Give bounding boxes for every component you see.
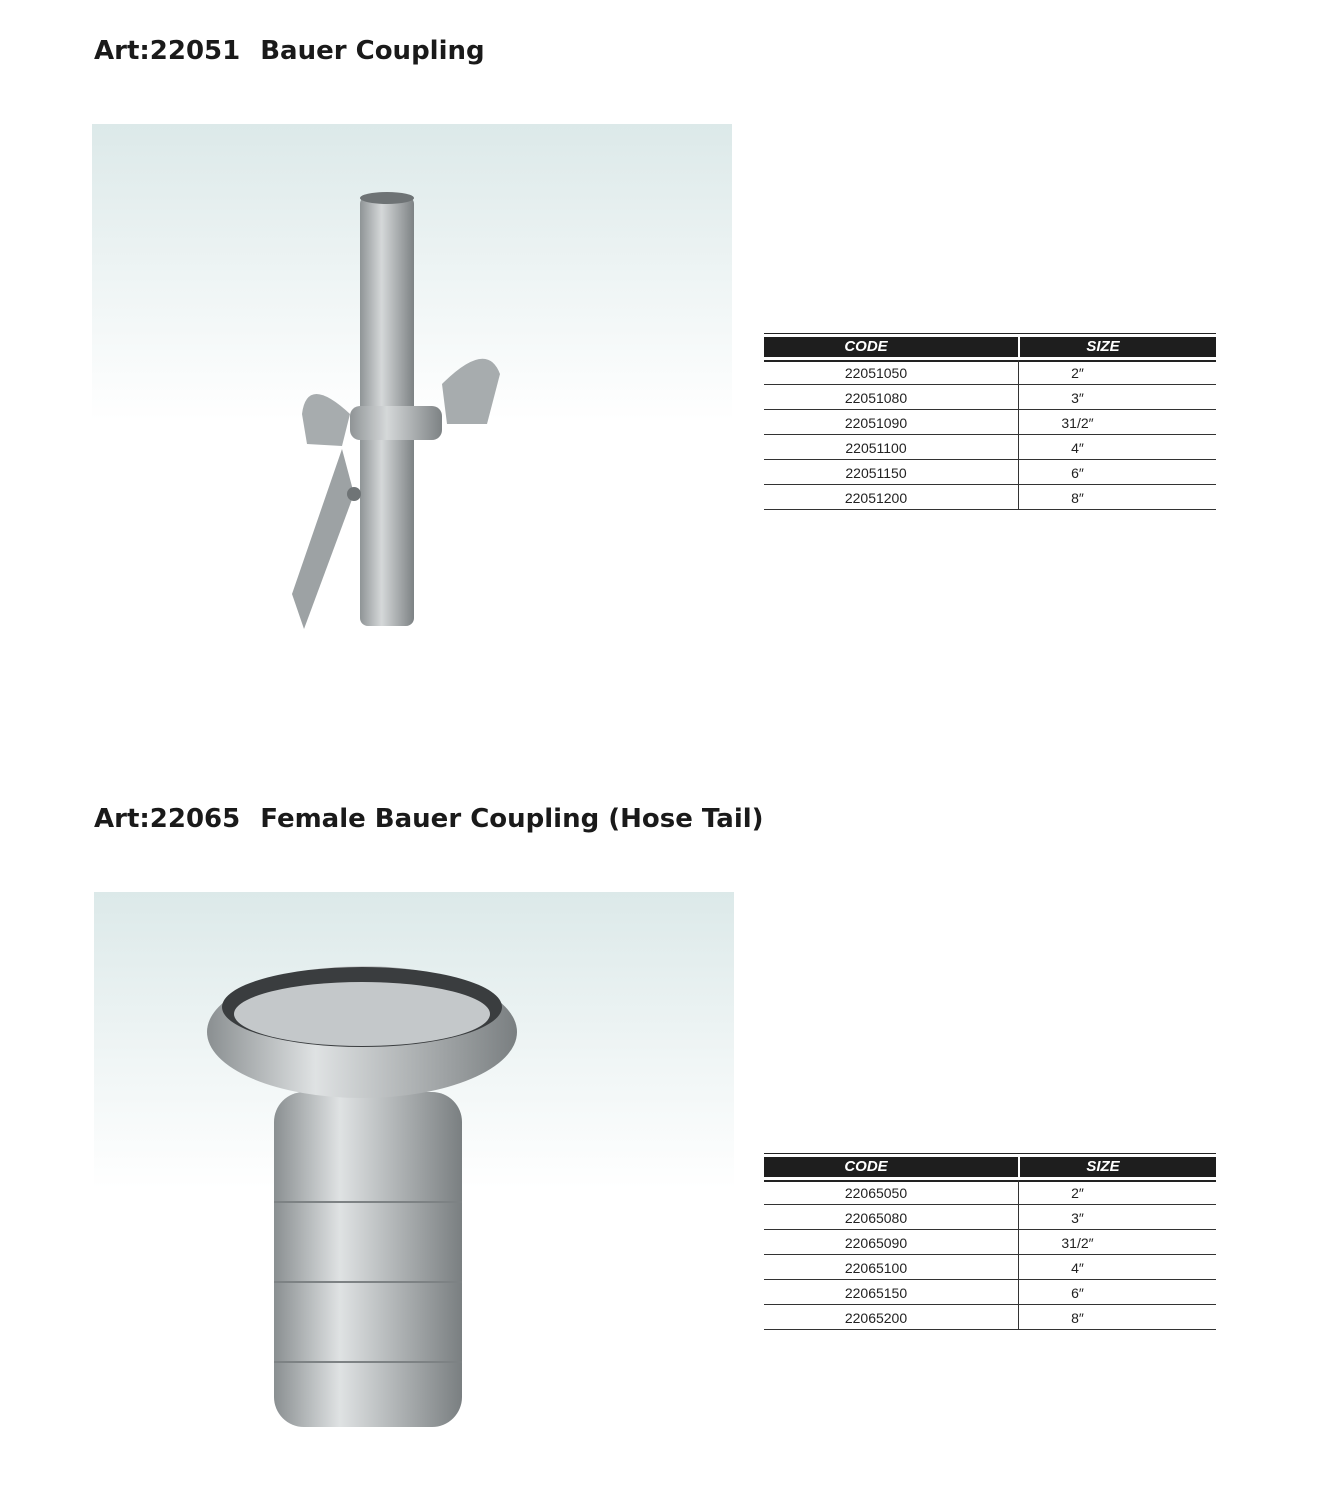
table-row [764, 1255, 1216, 1280]
table-row [764, 385, 1216, 410]
code-cell: 22051200 [844, 490, 908, 506]
section-title-22051 [94, 36, 505, 66]
code-cell: 22051150 [845, 465, 907, 481]
code-cell: 22065150 [844, 1285, 908, 1301]
product-name: Bauer Coupling [260, 36, 485, 66]
bauer-coupling-photo [92, 124, 732, 664]
size-cell: 6″ [1018, 1280, 1216, 1304]
table-row [764, 485, 1216, 510]
code-cell: 22051050 [844, 365, 908, 381]
code-cell: 22065080 [844, 1210, 908, 1226]
column-header: SIZE [1018, 337, 1216, 357]
size-cell: 31/2″ [1018, 1230, 1216, 1254]
code-cell: 22065050 [844, 1185, 908, 1201]
code-cell: 22051080 [844, 390, 908, 406]
column-header: SIZE [1018, 1157, 1216, 1177]
table-header [764, 337, 1216, 360]
code-cell: 22065200 [844, 1310, 908, 1326]
column-header: CODE [844, 1158, 888, 1175]
table-row [764, 435, 1216, 460]
product-name: Female Bauer Coupling (Hose Tail) [260, 804, 764, 834]
code-cell: 22051100 [845, 440, 907, 456]
size-cell: 2″ [1018, 360, 1216, 384]
size-table-22065 [764, 1153, 1216, 1330]
size-cell: 3″ [1018, 1205, 1216, 1229]
column-header: CODE [844, 338, 888, 355]
table-row [764, 1305, 1216, 1330]
table-row [764, 360, 1216, 385]
size-table-22051 [764, 333, 1216, 510]
table-row [764, 410, 1216, 435]
female-bauer-coupling-photo [94, 892, 734, 1432]
code-cell: 22051090 [844, 415, 908, 431]
table-row [764, 1280, 1216, 1305]
size-cell: 31/2″ [1018, 410, 1216, 434]
article-number: Art:22051 [94, 36, 241, 66]
section-title-22065 [94, 804, 784, 834]
table-row [764, 460, 1216, 485]
code-cell: 22065090 [844, 1235, 908, 1251]
article-number: Art:22065 [94, 804, 241, 834]
size-cell: 2″ [1018, 1180, 1216, 1204]
size-cell: 3″ [1018, 385, 1216, 409]
code-cell: 22065100 [844, 1260, 908, 1276]
size-cell: 8″ [1018, 485, 1216, 509]
size-cell: 6″ [1018, 460, 1216, 484]
size-cell: 4″ [1018, 1255, 1216, 1279]
size-cell: 4″ [1018, 435, 1216, 459]
size-cell: 8″ [1018, 1305, 1216, 1329]
table-header [764, 1157, 1216, 1180]
table-row [764, 1180, 1216, 1205]
table-row [764, 1230, 1216, 1255]
table-row [764, 1205, 1216, 1230]
